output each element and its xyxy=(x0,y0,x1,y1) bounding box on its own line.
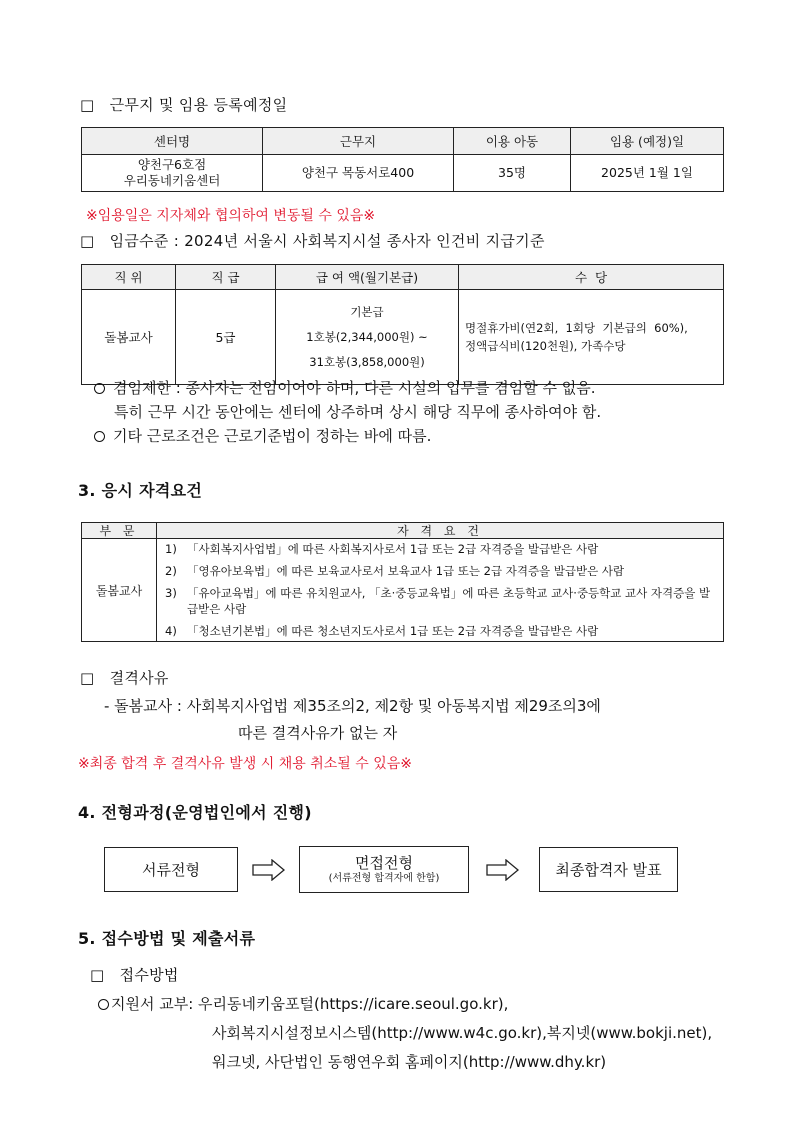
right-arrow-icon xyxy=(252,859,286,881)
table-header: 센터명 xyxy=(82,128,263,155)
table-header: 부 문 xyxy=(82,523,157,539)
date-notice: ※임용일은 지자체와 협의하여 변동될 수 있음※ xyxy=(86,208,376,224)
table-row xyxy=(82,155,724,192)
condition-item: 기타 근로조건은 근로기준법이 정하는 바에 따름. xyxy=(94,424,601,448)
table-row xyxy=(82,539,724,642)
division-cell: 돌봄교사 xyxy=(82,539,157,642)
apply-line: 사회복지시설정보시스템(http://www.w4c.go.kr),복지넷(www.bokji.net), xyxy=(212,1024,713,1042)
position-cell: 돌봄교사 xyxy=(82,290,176,385)
section-4-heading: 4. 전형과정(운영법인에서 진행) xyxy=(78,803,312,822)
table-header: 이용 아동 xyxy=(454,128,571,155)
section-5-heading: 5. 접수방법 및 제출서류 xyxy=(78,929,256,948)
disqualification-line: 따른 결격사유가 없는 자 xyxy=(238,724,398,742)
condition-item: 겸임제한 : 종사자는 전임이어야 하며, 다른 시설의 업무를 겸임할 수 없음. xyxy=(94,376,601,400)
disqualification-line: - 돌봄교사 : 사회복지사업법 제35조의2, 제2항 및 아동복지법 제29조의3에 xyxy=(104,697,601,715)
condition-item-continuation: 특히 근무 시간 동안에는 센터에 상주하며 상시 해당 직무에 종사하여야 함. xyxy=(114,403,602,421)
table-header: 직 위 xyxy=(82,265,176,290)
wage-table xyxy=(81,264,724,385)
qualification-table xyxy=(81,522,724,642)
children-cell: 35명 xyxy=(454,155,571,192)
conditions-block xyxy=(94,376,601,448)
square-bullet-icon: □ xyxy=(80,232,95,250)
apply-method-title: □ 접수방법 xyxy=(90,966,179,984)
wage-section-title: □ 임금수준 : 2024년 서울시 사회복지시설 종사자 인건비 지급기준 xyxy=(80,232,545,250)
list-item: 1) 「사회복지사업법」에 따른 사회복지사로서 1급 또는 2급 자격증을 발급받은 사람 xyxy=(165,542,599,556)
grade-cell: 5급 xyxy=(176,290,276,385)
workplace-section-title: □ 근무지 및 임용 등록예정일 xyxy=(80,96,288,114)
process-step-documents: 서류전형 xyxy=(104,847,238,892)
center-name-cell: 양천구6호점 우리동네키움센터 xyxy=(82,155,263,192)
process-step-final: 최종합격자 발표 xyxy=(539,847,678,892)
cancel-notice: ※최종 합격 후 결격사유 발생 시 채용 취소될 수 있음※ xyxy=(78,756,412,772)
table-header-row xyxy=(82,265,724,290)
allowance-cell: 명절휴가비(연2회, 1회당 기본급의 60%), 정액급식비(120천원), 가족수당 xyxy=(459,290,724,385)
disqualification-title: □ 결격사유 xyxy=(80,669,169,687)
table-header: 급 여 액(월기본급) xyxy=(276,265,459,290)
apply-line: 워크넷, 사단법인 동행연우회 홈페이지(http://www.dhy.kr) xyxy=(212,1053,607,1071)
table-header-row xyxy=(82,523,724,539)
circle-bullet-icon xyxy=(94,431,105,442)
table-header: 임용 (예정)일 xyxy=(571,128,724,155)
list-item: 2) 「영유아보육법」에 따른 보육교사로서 보육교사 1급 또는 2급 자격증을 발급받은 사람 xyxy=(165,564,625,578)
apply-line: 지원서 교부: 우리동네키움포털(https://icare.seoul.go.kr), xyxy=(98,993,508,1014)
square-bullet-icon: □ xyxy=(80,96,95,114)
square-bullet-icon: □ xyxy=(80,669,95,687)
section-3-heading: 3. 응시 자격요건 xyxy=(78,481,203,500)
right-arrow-icon xyxy=(486,859,520,881)
list-item: 3) 「유아교육법」에 따른 유치원교사, 「초·중등교육법」에 따른 초등학교 교사·중등학교 교사 자격증을 발급받은 사람 xyxy=(165,586,711,616)
table-header-row xyxy=(82,128,724,155)
table-header: 수 당 xyxy=(459,265,724,290)
table-header: 자 격 요 건 xyxy=(157,523,724,539)
table-header: 근무지 xyxy=(263,128,454,155)
address-cell: 양천구 목동서로400 xyxy=(263,155,454,192)
table-header: 직 급 xyxy=(176,265,276,290)
date-cell: 2025년 1월 1일 xyxy=(571,155,724,192)
circle-bullet-icon xyxy=(98,999,109,1010)
list-item: 4) 「청소년기본법」에 따른 청소년지도사로서 1급 또는 2급 자격증을 발급받은 사람 xyxy=(165,624,599,638)
square-bullet-icon: □ xyxy=(90,966,105,984)
process-step-interview: 면접전형 (서류전형 합격자에 한함) xyxy=(299,846,469,893)
pay-cell: 기본급 1호봉(2,344,000원) ~ 31호봉(3,858,000원) xyxy=(276,290,459,385)
qualification-list xyxy=(157,539,724,642)
table-row xyxy=(82,290,724,385)
workplace-table xyxy=(81,127,724,192)
circle-bullet-icon xyxy=(94,383,105,394)
